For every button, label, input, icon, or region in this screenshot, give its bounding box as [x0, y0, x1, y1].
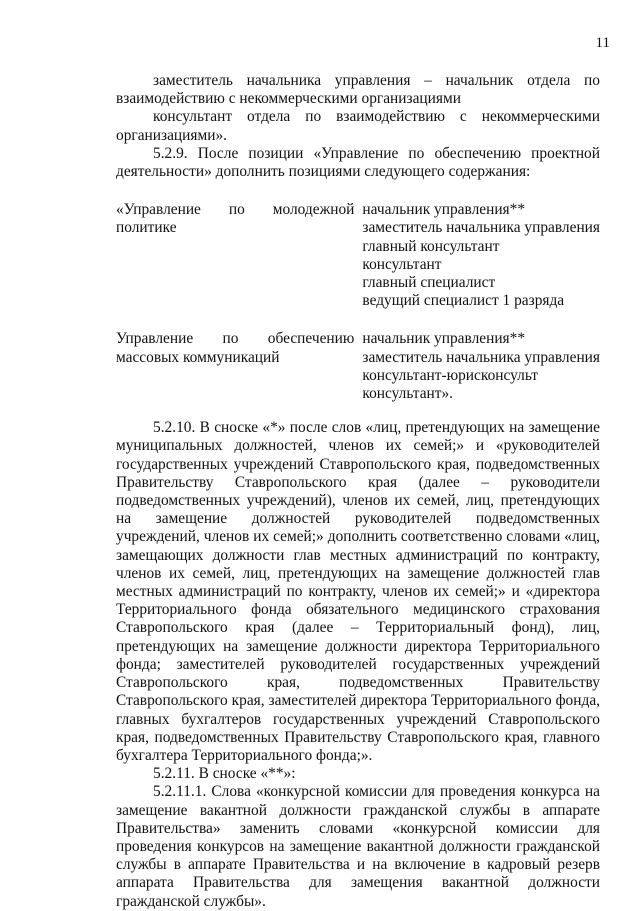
role-item: консультант». [362, 385, 454, 403]
positions-table [116, 201, 600, 403]
role-item: главный специалист [362, 274, 496, 292]
intro-paragraph-1: заместитель начальника управления – начальник отдела по взаимодействию с некоммерческими организациями [116, 72, 600, 108]
document-body [116, 72, 600, 911]
role-item: консультант-юрисконсульт [362, 366, 538, 384]
section-5-2-10: 5.2.10. В сноске «*» после слов «лиц, претендующих на замещение муниципальных должностей, членов их семей;» и «руководителей государственных учреждений Ставропольского края, подведомственных Правительству Ставропольского края (далее – руководители подведомственных учреждений), членов их семей, лиц, претендующих на замещение должностей руководителей подведомственных учреждений, членов их семей;» дополнить соответственно словами «лиц, замещающих должности глав местных администраций по контракту, членов их семей, лиц, претендующих на замещение должностей глав местных администраций по контракту, членов их семей;» и «директора Территориального фонда обязательного медицинского страхования Ставропольского края (далее – Территориальный фонд), лиц, претендующих на замещение должности директора Территориального фонда; заместителей руководителей государственных учреждений Ставропольского края, подведомственных Правительству Ставропольского края, заместителей директора Территориального фонда, главных бухгалтеров государственных учреждений Ставропольского края, подведомственных Правительству Ставропольского края, главного бухгалтера Территориального фонда;». [116, 419, 600, 764]
positions-row [116, 310, 600, 403]
role-item: главный консультант [362, 237, 500, 255]
role-item: начальник управления** [362, 201, 526, 219]
section-5-2-11-1: 5.2.11.1. Слова «конкурсной комиссии для проведения конкурса на замещение вакантной должности гражданской службы в аппарате Правительства» заменить словами «конкурсной комиссии для проведения конкурсов на замещение вакантной должности гражданской службы в аппарате Правительства и на включение в кадровый резерв аппарата Правительства для замещения вакантной должности гражданской службы». [116, 783, 600, 910]
intro-paragraph-2: консультант отдела по взаимодействию с некоммерческими организациями». [116, 108, 600, 144]
department-name: Управление по обеспечению массовых коммуникаций [116, 330, 355, 366]
role-list [362, 310, 600, 403]
role-item: заместитель начальника управления [362, 219, 600, 237]
role-item: заместитель начальника управления [362, 348, 600, 366]
page-number: 11 [595, 35, 610, 51]
role-list [362, 201, 600, 310]
department-name: «Управление по молодежной политике [116, 201, 355, 237]
section-5-2-9: 5.2.9. После позиции «Управление по обеспечению проектной деятельности» дополнить позициями следующего содержания: [116, 144, 600, 181]
section-5-2-11: 5.2.11. В сноске «**»: [153, 765, 296, 783]
positions-row [116, 201, 600, 310]
role-item: консультант [362, 255, 442, 273]
role-item: начальник управления** [362, 330, 526, 348]
role-item: ведущий специалист 1 разряда [362, 292, 565, 310]
